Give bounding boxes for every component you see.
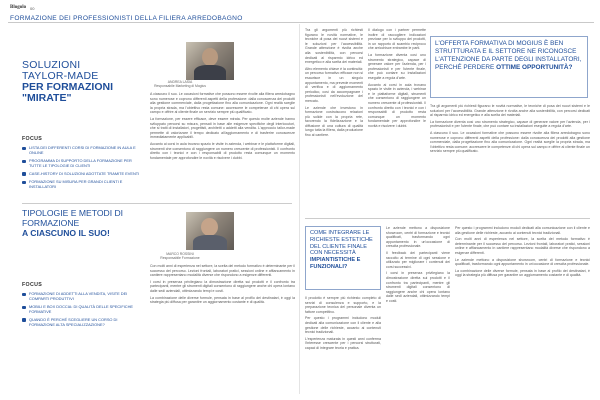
article2-paragraph: I corsi in presenza privilegiano la dimostrazione diretta sui prodotti e il confronto tra partecipanti, mentre gli strumenti digitali consentono di raggiungere anche chi opera lontano dalle sedi aziendali, ottimizzando tempi e costi. <box>150 279 295 293</box>
article1-paragraph: Il dialogo con i partner permette inoltre di raccogliere indicazioni preziose per lo sviluppo dei prodotti, in un rapporto di scambio reciproco che arricchisce entrambe le parti. <box>368 28 426 51</box>
focus-item: MOBILI E BOX DOCCIA: DI QUALITÀ DELLE SPECIFICHE FORMATIVE <box>22 305 144 314</box>
article1-paragraph: La formazione diventa così uno strumento strategico, capace di generare valore per l'azienda, per i professionisti e per l'utente finale, che può contare su installazioni eseguite a regola d'arte. <box>430 119 590 129</box>
bullet-icon <box>22 181 26 185</box>
bullet-icon <box>22 160 26 164</box>
bullet-icon <box>22 172 26 176</box>
article1-title-line1: SOLUZIONI <box>22 59 81 71</box>
pullquote-1-emphasis: OTTIME OPPORTUNITÀ? <box>496 63 573 71</box>
pullquote-1 <box>430 36 588 98</box>
focus-item: QUANDO È PERCHÉ SCEGLIERE UN CORSO DI FORMAZIONE ALTA SPECIALIZZAZIONE? <box>22 318 144 327</box>
article1-title-line4: "MIRATE" <box>22 92 72 104</box>
article2-paragraph: Per questo i programmi includono moduli dedicati alla comunicazione con il cliente e alla gestione delle richieste, accanto ai contenuti tecnici tradizionali. <box>455 226 590 235</box>
pullquote-2-emphasis: IMPIANTISTICHE E FUNZIONALI? <box>310 257 361 270</box>
section-kicker: FORMAZIONE DEI PROFESSIONISTI DELLA FILIERA ARREDOBAGNO <box>10 15 243 22</box>
focus-title: FOCUS <box>22 136 43 142</box>
header-divider <box>8 22 594 23</box>
article1-paragraph: Accanto ai corsi in aula trovano spazio le visite in azienda, i webinar e le piattaforme digitali, strumenti che consentono di raggiungere un numero crescente di professionisti. Il confronto diretto con i tecnici e con i responsabili di prodotto resta comunque un momento fondamentale per approfondire le novità e risolvere i dubbi. <box>368 82 426 128</box>
section-divider <box>22 203 292 204</box>
article1-paragraph: A ciascuno il suo. Le occasioni formative che possono essere rivolte alla filiera arredobagno sono numerose e coprono differenti aspetti della professione: dalla conoscenza dei prodotti alla gestione commerciale, dalla progettazione fino alla comunicazione. Ogni realtà sceglie la propria strada, ma l'obiettivo resta comune: accrescere le competenze di chi opera sul campo e offrire al cliente finale un servizio sempre più qualificato. <box>150 92 295 115</box>
bullet-icon <box>22 306 26 310</box>
article1-column1 <box>150 92 295 202</box>
bullet-icon <box>22 318 26 322</box>
article2-photo-caption <box>150 252 210 260</box>
bullet-icon <box>22 147 26 151</box>
pullquote-1-text: L'OFFERTA FORMATIVA DI MOGIUS È BEN STRUTTURATA E IL SETTORE NE RICONOSCE L'ATTENZIONE DA PARTE DEGLI INSTALLATORI, PERCHÉ PERDERE <box>435 40 582 71</box>
article1-column3 <box>368 28 426 214</box>
article1-paragraph: Tra gli argomenti più richiesti figurano le novità normative, le tecniche di posa dei nuovi sistemi e le soluzioni per l'accessibilità. Grande attenzione è rivolta anche alla sostenibilità, con percorsi dedicati al risparmio idrico ed energetico e alla scelta dei materiali. <box>305 28 363 65</box>
page-spine <box>299 24 300 394</box>
article2-paragraph: Con molti anni di esperienza nel settore, la scelta del metodo formativo è determinante per il successo del percorso. Lezioni frontali, laboratori pratici, sessioni online e affiancamento in cantiere rappresentano modalità diverse che rispondono a esigenze differenti. <box>150 264 295 278</box>
article2-column3 <box>386 226 450 390</box>
article2-portrait-photo <box>186 212 234 250</box>
focus-item: CASE-HISTORY DI SOLUZIONI ADOTTATE TRAMITE EVENTI <box>22 172 144 177</box>
article2-paragraph: Con molti anni di esperienza nel settore, la scelta del metodo formativo è determinante per il successo del percorso. Lezioni frontali, laboratori pratici, sessioni online e affiancamento in cantiere rappresentano modalità diverse che rispondono a esigenze differenti. <box>455 237 590 255</box>
focus-list <box>22 146 144 189</box>
bullet-icon <box>22 293 26 297</box>
focus-list <box>22 292 144 327</box>
article1-title <box>22 60 142 104</box>
pullquote-2 <box>305 226 381 290</box>
article1-paragraph: La formazione, per essere efficace, deve essere mirata. Per questo molte aziende hanno sviluppato percorsi su misura, pensati in base alle esigenze specifiche degli interlocutori, che si tratti di installatori, progettisti, architetti o addetti alla vendita. L'approccio tailor-made permette di valorizzare il tempo dedicato all'aggiornamento e di trasferire conoscenze immediatamente applicabili. <box>150 116 295 140</box>
article1-paragraph: Le aziende che investono in formazione costruiscono relazioni più solide con la propria rete, favorendo la fidelizzazione e la diffusione di una cultura di qualità lungo tutta la filiera, dalla produzione fino al cantiere. <box>305 105 363 138</box>
article1-column2 <box>305 28 363 214</box>
article1-paragraph: La formazione diventa così uno strumento strategico, capace di generare valore per l'azienda, per i professionisti e per l'utente finale, che può contare su installazioni eseguite a regola d'arte. <box>368 52 426 80</box>
article1-column4 <box>430 104 590 214</box>
article2-paragraph: La combinazione delle diverse formule, pensata in base al profilo dei destinatari, è oggi la strategia più diffusa per garantire un aggiornamento costante e di qualità. <box>455 268 590 278</box>
focus-item: FORMAZIONE DI ADDETTI ALLA VENDITA, VISITE DEI COMPARTI PRODUTTIVI <box>22 292 144 301</box>
article2-paragraph: Le aziende mettono a disposizione showroom, centri di formazione e tecnici qualificati, trasformando ogni appuntamento in un'occasione di crescita professionale. <box>386 226 450 249</box>
caption-name: ANDREA LASIA <box>167 80 193 84</box>
focus-item: FORMAZIONE SU MISURA PER GRANDI CLIENTI E INSTALLATORI <box>22 180 144 189</box>
article1-focus-box <box>22 136 144 193</box>
article2-column4 <box>455 226 590 390</box>
article2-paragraph: La combinazione delle diverse formule, pensata in base al profilo dei destinatari, è oggi la strategia più diffusa per garantire un aggiornamento costante e di qualità. <box>150 295 295 305</box>
article2-column2 <box>305 296 381 390</box>
page-number: 00 <box>30 6 35 11</box>
article2-paragraph: Il prodotto è sempre più richiesto completo di servizi di consulenza e supporto, e la preparazione tecnica del personale diventa un fattore competitivo. <box>305 296 381 314</box>
article2-paragraph: Per questo i programmi includono moduli dedicati alla comunicazione con il cliente e alla gestione delle richieste, accanto ai contenuti tecnici tradizionali. <box>305 316 381 335</box>
article1-photo-caption <box>150 80 210 88</box>
article1-paragraph: Accanto ai corsi in aula trovano spazio le visite in azienda, i webinar e le piattaforme digitali, strumenti che consentono di raggiungere un numero crescente di professionisti. Il confronto diretto con i tecnici e con i responsabili di prodotto resta comunque un momento fondamentale per approfondire le novità e risolvere i dubbi. <box>150 141 295 160</box>
pullquote-2-text: COME INTEGRARE LE RICHIESTE ESTETICHE DEL CLIENTE FINALE CON NECESSITÀ <box>310 230 373 257</box>
article1-paragraph: A ciascuno il suo. Le occasioni formative che possono essere rivolte alla filiera arredobagno sono numerose e coprono differenti aspetti della professione: dalla conoscenza dei prodotti alla gestione commerciale, dalla progettazione fino alla comunicazione. Ogni realtà sceglie la propria strada, ma l'obiettivo resta comune: accrescere le competenze di chi opera sul campo e offrire al cliente finale un servizio sempre più qualificato. <box>430 130 590 154</box>
article2-title-line1: TIPOLOGIE E METODI DI <box>22 208 124 218</box>
section-divider <box>305 218 590 219</box>
article2-focus-box <box>22 282 144 331</box>
article1-paragraph: Tra gli argomenti più richiesti figurano le novità normative, le tecniche di posa dei nuovi sistemi e le soluzioni per l'accessibilità. Grande attenzione è rivolta anche alla sostenibilità, con percorsi dedicati al risparmio idrico ed energetico e alla scelta dei materiali. <box>430 104 590 118</box>
caption-role: Responsabile Marketing di Mogius <box>154 84 206 89</box>
focus-item: PROGRAMMA DI SUPPORTO DELLA FORMAZIONE PER TUTTE LE TIPOLOGIE DI CLIENTI <box>22 159 144 168</box>
magazine-brand: Blogolo <box>10 5 27 10</box>
article1-title-line3: PER FORMAZIONI <box>22 81 113 93</box>
article2-paragraph: L'esperienza maturata in questi anni conferma l'interesse crescente per i percorsi strutturati, capaci di integrare teoria e pratica. <box>305 336 381 350</box>
caption-name: MARCO ROSSINI <box>166 252 194 256</box>
article2-title-line3: A CIASCUNO IL SUO! <box>22 228 110 238</box>
focus-title: FOCUS <box>22 282 43 288</box>
article1-paragraph: Altro elemento chiave è la continuità: un percorso formativo efficace non si esaurisce in un singolo appuntamento, ma prevede momenti di verifica e di aggiornamento periodico, così da accompagnare i professionisti nell'evoluzione del mercato. <box>305 66 363 103</box>
focus-item: LISTA DEI DIFFERENTI CORSI DI FORMAZIONE IN AULA E ONLINE <box>22 146 144 155</box>
article1-portrait-photo <box>186 42 234 80</box>
article1-title-line2: TAYLOR-MADE <box>22 70 99 82</box>
article2-paragraph: I corsi in presenza privilegiano la dimostrazione diretta sui prodotti e il confronto tra partecipanti, mentre gli strumenti digitali consentono di raggiungere anche chi opera lontano dalle sedi aziendali, ottimizzando tempi e costi. <box>386 271 450 303</box>
article2-title-line2: FORMAZIONE <box>22 218 80 228</box>
article2-column1 <box>150 264 295 390</box>
article2-paragraph: Le aziende mettono a disposizione showroom, centri di formazione e tecnici qualificati, trasformando ogni appuntamento in un'occasione di crescita professionale. <box>455 257 590 267</box>
article2-title <box>22 208 152 238</box>
article2-paragraph: Il feedback dei partecipanti viene raccolto al termine di ogni sessione e utilizzato per migliorare i contenuti dei corsi successivi. <box>386 250 450 269</box>
caption-role: Responsabile Formazione <box>160 256 200 261</box>
